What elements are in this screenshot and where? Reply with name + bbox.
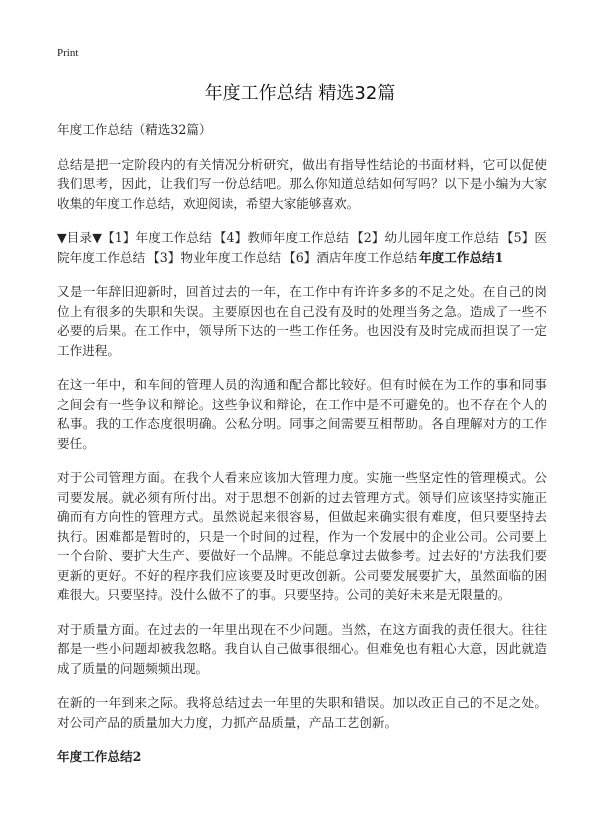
toc-link-2[interactable]: 【2】幼儿园年度工作总结 [350,230,499,245]
body-paragraph-5: 在新的一年到来之际。我将总结过去一年里的失职和错误。加以改正自己的不足之处。对公司产品的质量加大力度，力抓产品质量，产品工艺创新。 [57,695,547,730]
body-paragraph-3: 对于公司管理方面。在我个人看来应该加大管理力度。实施一些坚定性的管理模式。公司要发展。就必须有所付出。对于思想不创新的过去管理方式。领导们应该坚持实施正确而有方向性的管理方式。虽然说起来很容易，但做起来确实很有难度，但只要坚持去执行。困难都是暂时的，只是一个时间的过程，作为一个发展中的企业公司。公司要上一个台阶、要扩大生产、要做好一个品牌。不能总拿过去做参考。过去好的'方法我们要更新的更好。不好的程序我们应该要及时更改创新。公司要发展要扩大，虽然面临的困难很大。只要坚持。没什么做不了的事。只要坚持。公司的美好未来是无限量的。 [57,470,547,602]
section-heading-1: 年度工作总结1 [419,249,504,265]
article-subtitle: 年度工作总结（精选32篇） [57,122,212,137]
toc-prefix: ▼目录▼ [57,230,103,245]
toc-link-6[interactable]: 【6】酒店年度工作总结 [283,249,418,265]
page-title: 年度工作总结 精选32篇 [204,83,396,104]
body-paragraph-1: 又是一年辞旧迎新时，回首过去的一年，在工作中有许许多多的不足之处。在自己的岗位上有很多的失职和失误。主要原因也在自己没有及时的处理当务之急。造成了一些不必要的后果。在工作中，领导所下达的一些工作任务。也因没有及时完成而担误了一定工作进程。 [57,284,547,358]
section-heading-2: 年度工作总结2 [57,749,142,764]
table-of-contents [57,228,547,267]
toc-link-4[interactable]: 【4】教师年度工作总结 [213,230,349,245]
print-label[interactable]: Print [57,47,79,59]
intro-paragraph: 总结是把一定阶段内的有关情况分析研究，做出有指导性结论的书面材料，它可以促使我们思考，因此，让我们写一份总结吧。那么你知道总结如何写吗？以下是小编为大家收集的年度工作总结，欢迎阅读，希望大家能够喜欢。 [57,156,547,211]
toc-link-5[interactable]: 【5】医院年度工作总结 [57,230,548,265]
body-paragraph-4: 对于质量方面。在过去的一年里出现在不少问题。当然，在这方面我的责任很大。往往都是一些小问题却被我忽略。我自认自己做事很细心。但难免也有粗心大意，因此就造成了质量的问题频频出现。 [57,621,547,676]
toc-link-1[interactable]: 【1】年度工作总结 [102,230,212,245]
body-paragraph-2: 在这一年中，和车间的管理人员的沟通和配合都比较好。但有时候在为工作的事和同事之间会有一些争议和辩论。这些争议和辩论，在工作中是不可避免的。也不存在个人的私事。我的工作态度很明确。公私分明。同事之间需要互相帮助。各自理解对方的工作要任。 [57,377,547,451]
toc-link-3[interactable]: 【3】物业年度工作总结 [147,249,282,265]
article-body [57,120,547,777]
